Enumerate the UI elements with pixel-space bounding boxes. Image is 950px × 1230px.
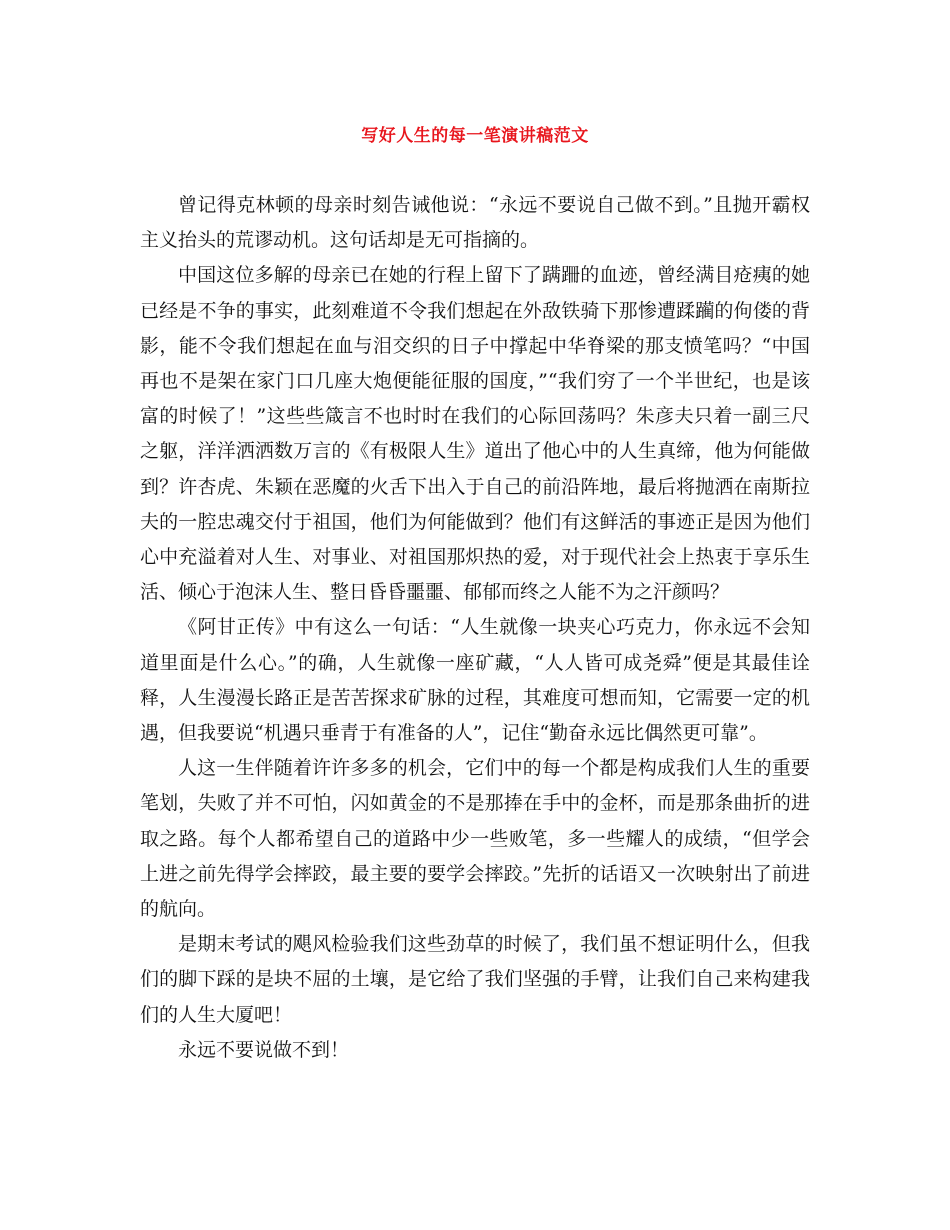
paragraph: 永远不要说做不到！ xyxy=(178,1038,350,1061)
paragraph: 曾记得克林顿的母亲时刻告诫他说：“永远不要说自己做不到。”且抛开霸权主义抬头的荒谬动机。这句话却是无可指摘的。 xyxy=(140,194,810,252)
paragraph: 中国这位多解的母亲已在她的行程上留下了蹒跚的血迹，曾经满目疮痍的她已经是不争的事实，此刻难道不令我们想起在外敌铁骑下那惨遭蹂躏的佝偻的背影，能不令我们想起在血与泪交织的日子中撑起中华脊梁的那支愤笔吗？“中国再也不是架在家门口几座大炮便能征服的国度，”“我们穷了一个半世纪，也是该富的时候了！”这些些箴言不也时时在我们的心际回荡吗？朱彦夫只着一副三尺之躯，洋洋洒洒数万言的《有极限人生》道出了他心中的人生真缔，他为何能做到？许杏虎、朱颖在恶魔的火舌下出入于自己的前沿阵地，最后将抛洒在南斯拉夫的一腔忠魂交付于祖国，他们为何能做到？他们有这鲜活的事迹正是因为他们心中充溢着对人生、对事业、对祖国那炽热的爱，对于现代社会上热衷于享乐生活、倾心于泡沫人生、整日昏昏噩噩、郁郁而终之人能不为之汗颜吗？ xyxy=(140,264,810,604)
document-title: 写好人生的每一笔演讲稿范文 xyxy=(361,126,589,146)
paragraph: 是期末考试的飓风检验我们这些劲草的时候了，我们虽不想证明什么，但我们的脚下踩的是块不屈的土壤，是它给了我们坚强的手臂，让我们自己来构建我们的人生大厦吧！ xyxy=(140,933,810,1026)
paragraph: 《阿甘正传》中有这么一句话：“人生就像一块夹心巧克力，你永远不会知道里面是什么心。”的确，人生就像一座矿藏，“人人皆可成尧舜”便是其最佳诠释，人生漫漫长路正是苦苦探求矿脉的过程，其难度可想而知，它需要一定的机遇，但我要说“机遇只垂青于有准备的人”，记住“勤奋永远比偶然更可靠”。 xyxy=(140,616,810,745)
paragraph: 人这一生伴随着许许多多的机会，它们中的每一个都是构成我们人生的重要笔划，失败了并不可怕，闪如黄金的不是那捧在手中的金杯，而是那条曲折的进取之路。每个人都希望自己的道路中少一些败笔，多一些耀人的成绩，“但学会上进之前先得学会摔跤，最主要的要学会摔跤。”先折的话语又一次映射出了前进的航向。 xyxy=(140,757,810,921)
document-body xyxy=(140,188,810,1068)
